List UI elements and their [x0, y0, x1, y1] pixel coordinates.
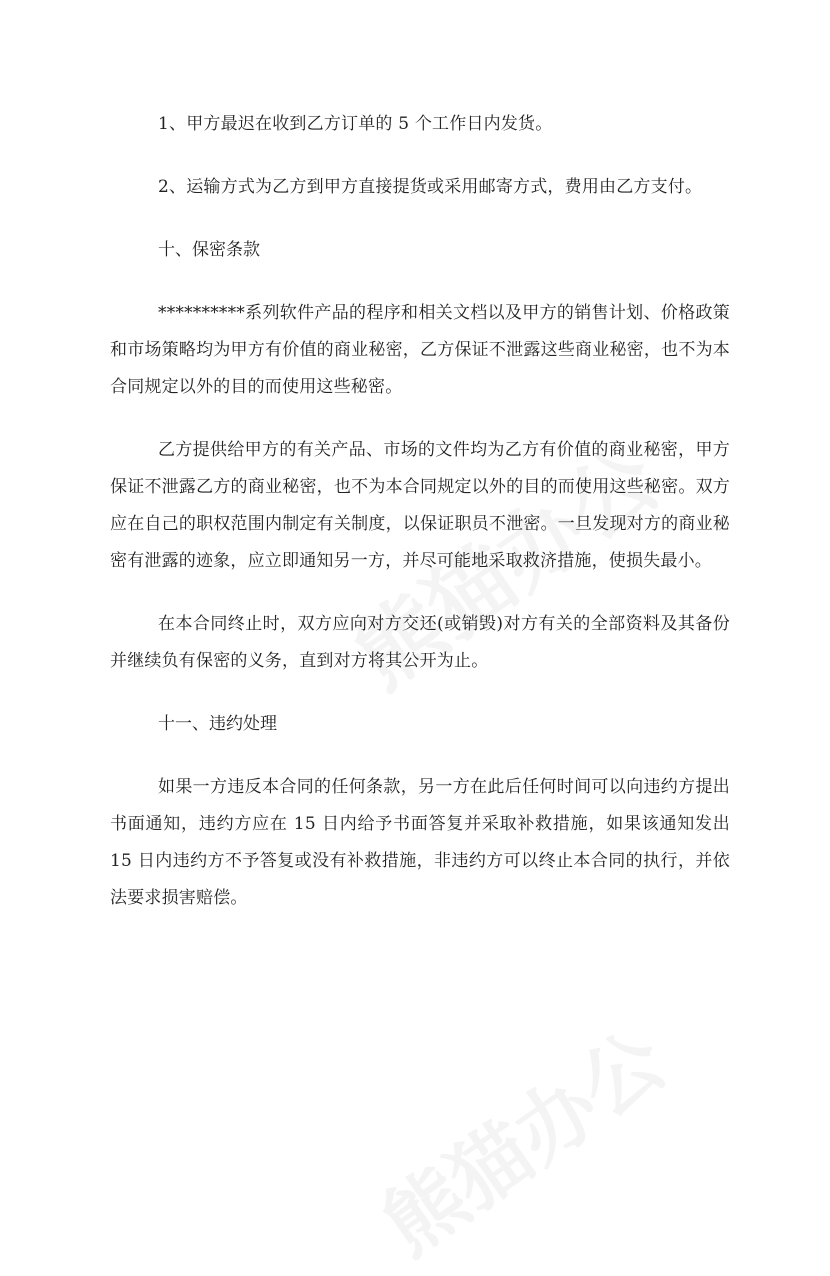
paragraph-breach-handling: 如果一方违反本合同的任何条款，另一方在此后任何时间可以向违约方提出书面通知，违约方应在 15 日内给予书面答复并采取补救措施，如果该通知发出 15 日内违约方不予答复或没有补救措施，非违约方可以终止本合同的执行，并依法要求损害赔偿。 — [110, 777, 730, 908]
clause-delivery-time: 1、甲方最迟在收到乙方订单的 5 个工作日内发货。 — [158, 114, 553, 134]
paragraph-confidentiality-partyb: 乙方提供给甲方的有关产品、市场的文件均为乙方有价值的商业秘密，甲方保证不泄露乙方的商业秘密，也不为本合同规定以外的目的而使用这些秘密。双方应在自己的职权范围内制定有关制度，以保证职员不泄密。一旦发现对方的商业秘密有泄露的迹象，应立即通知另一方，并尽可能地采取救济措施，使损失最小。 — [110, 440, 730, 571]
section-heading-confidentiality: 十、保密条款 — [158, 240, 260, 260]
clause-transport-method: 2、运输方式为乙方到甲方直接提货或采用邮寄方式，费用由乙方支付。 — [158, 177, 703, 197]
paragraph-confidentiality-software: **********系列软件产品的程序和相关文档以及甲方的销售计划、价格政策和市场策略均为甲方有价值的商业秘密，乙方保证不泄露这些商业秘密，也不为本合同规定以外的目的而使用这些秘密。 — [110, 303, 730, 397]
watermark — [356, 999, 684, 1276]
document-body — [110, 106, 730, 917]
paragraph-confidentiality-termination: 在本合同终止时，双方应向对方交还(或销毁)对方有关的全部资料及其备份并继续负有保密的义务，直到对方将其公开为止。 — [110, 614, 730, 671]
section-heading-breach: 十一、违约处理 — [158, 714, 277, 734]
